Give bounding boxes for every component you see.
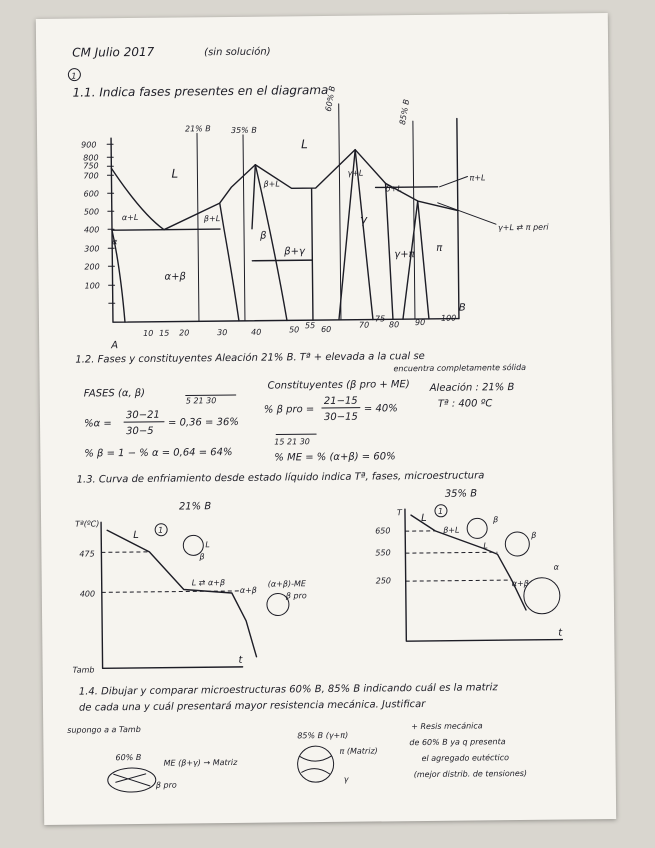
q12-heading-cont: encuentra completamente sólida xyxy=(393,362,527,374)
y-tick: 900 xyxy=(81,140,97,150)
y-tick: 800 xyxy=(83,153,99,163)
composition-lines xyxy=(197,103,415,324)
component-a-label: A xyxy=(111,340,119,352)
x-tick-labels xyxy=(143,314,456,338)
x-tick: 60 xyxy=(321,324,332,335)
beta-line: % β = 1 − % α = 0,64 = 64% xyxy=(84,446,233,460)
q14-heading-cont: de cada una y cuál presentará mayor resistencia mecánica. Justificar xyxy=(78,698,426,714)
x-tick: 15 xyxy=(159,328,170,338)
curve-label: α+β xyxy=(511,578,529,589)
phase-label: β+L xyxy=(263,179,280,189)
alpha-numerator: 30−21 xyxy=(125,409,160,422)
reaction-label: γ+L ⇄ π peri xyxy=(497,222,549,233)
sketch-60-bpro: β pro xyxy=(155,780,177,790)
micro-sketch xyxy=(505,532,529,556)
x-tick: 50 xyxy=(289,325,300,335)
y-tick: 300 xyxy=(84,244,100,254)
component-b-label: B xyxy=(458,302,466,314)
y-tick: 600 xyxy=(83,189,99,199)
temp-label: Tª : 400 ºC xyxy=(437,398,493,410)
right-temp-label: 250 xyxy=(375,576,392,586)
left-temp-label: 400 xyxy=(79,589,96,599)
sketch-85-matrix: π (Matriz) xyxy=(339,746,378,756)
fases-ticks: 5 21 30 xyxy=(185,396,217,406)
right-guide xyxy=(406,580,512,581)
right-cooling-curve xyxy=(411,514,526,611)
justification-line: + Resis mecánica xyxy=(411,721,483,732)
phase-diagram-right-axis xyxy=(457,119,459,319)
phase-label: π+L xyxy=(469,173,486,183)
lever-line xyxy=(186,395,236,396)
q11-heading: 1.1. Indica fases presentes en el diagrama xyxy=(72,82,329,100)
micro-sketch xyxy=(524,578,560,614)
phase-label: L xyxy=(301,137,308,152)
left-y-axis-label: Tª(ºC) xyxy=(75,519,100,529)
phase-label: β+γ xyxy=(284,246,305,258)
notebook-page xyxy=(36,13,616,825)
alpha-frac-label: %α = xyxy=(83,418,112,430)
curve-label: α+β xyxy=(239,585,257,595)
y-tick-labels xyxy=(81,140,100,290)
y-tick: 400 xyxy=(83,225,100,235)
fases-line: FASES (α, β) xyxy=(83,387,146,400)
composition-label: 85% B xyxy=(398,98,412,126)
left-cooling-axes xyxy=(101,521,243,668)
curve-label: L xyxy=(420,512,427,525)
curve-label: β pro xyxy=(285,591,307,601)
phase-label: β+L xyxy=(203,214,221,224)
alloy-label: Aleación : 21% B xyxy=(429,382,515,394)
curve-label: β xyxy=(493,515,499,525)
left-x-axis-label: t xyxy=(238,654,243,666)
phase-boundaries xyxy=(111,149,459,323)
sketch-60-title: 60% B xyxy=(115,752,142,763)
me-line: % ME = % (α+β) = 60% xyxy=(274,451,396,464)
right-guide xyxy=(405,552,497,553)
step-number: 1 xyxy=(437,506,444,516)
phase-label: π xyxy=(436,242,443,254)
curve-label: β xyxy=(531,530,537,540)
phase-label: L xyxy=(171,166,179,181)
x-tick: 90 xyxy=(414,317,426,328)
phase-label: γ+L xyxy=(347,168,364,178)
justification-line: el agregado eutéctico xyxy=(421,753,510,764)
header-note: (sin solución) xyxy=(204,46,271,59)
right-temp-label: 550 xyxy=(375,548,391,558)
bpro-result: = 40% xyxy=(363,403,398,415)
micro-hatch xyxy=(114,774,150,786)
phase-label: α+L xyxy=(121,212,139,223)
sketch-60-matrix: ME (β+γ) → Matriz xyxy=(163,757,238,768)
left-temp-label: 475 xyxy=(79,549,95,559)
x-tick: 10 xyxy=(143,328,154,338)
composition-label: 21% B xyxy=(184,124,211,134)
curve-label: L xyxy=(205,540,210,550)
left-cooling-curve xyxy=(107,529,256,659)
left-tamb-label: Tamb xyxy=(72,665,95,675)
curve-label: α xyxy=(553,562,559,572)
right-y-axis-label: T xyxy=(396,508,402,518)
composition-label: 60% B xyxy=(323,85,337,113)
x-tick: 40 xyxy=(251,327,262,337)
x-tick: 30 xyxy=(217,328,228,338)
left-curve-title: 21% B xyxy=(178,501,212,513)
justification-line: (mejor distrib. de tensiones) xyxy=(413,768,528,780)
step-number: 1 xyxy=(158,525,164,535)
micro-sketch xyxy=(467,518,487,538)
left-guide xyxy=(101,552,149,553)
x-tick: 100 xyxy=(440,313,457,323)
right-x-axis-label: t xyxy=(558,627,563,639)
justification-line: de 60% B ya q presenta xyxy=(409,737,506,748)
curve-label: L ⇄ α+β xyxy=(191,578,226,588)
q12-heading: 1.2. Fases y constituyentes Aleación 21% B. Tª + elevada a la cual se xyxy=(75,350,425,366)
curve-label: L xyxy=(483,541,488,551)
y-tick: 750 xyxy=(83,161,99,171)
curve-label: β xyxy=(199,552,205,562)
bpro-denominator: 30−15 xyxy=(323,411,358,424)
right-cooling-axes xyxy=(405,508,562,642)
x-tick: 70 xyxy=(358,320,370,330)
x-tick: 20 xyxy=(179,328,190,338)
curve-label: β+L xyxy=(443,525,460,535)
assumption-note: supongo a a Tamb xyxy=(67,724,141,735)
handwritten-page xyxy=(36,13,616,825)
sketch-85-title: 85% B (γ+π) xyxy=(297,730,349,741)
phase-label: γ+π xyxy=(394,249,415,261)
y-tick: 500 xyxy=(83,207,100,217)
curve-label: (α+β)-ME xyxy=(267,579,306,589)
phase-label: γ xyxy=(359,212,368,227)
phase-leader-lines xyxy=(437,176,495,225)
alpha-denominator: 30−5 xyxy=(126,425,154,438)
x-tick: 75 xyxy=(374,314,386,324)
question-number: 1 xyxy=(71,71,77,81)
x-tick: 55 xyxy=(304,321,316,331)
y-tick: 200 xyxy=(84,262,100,272)
phase-region-labels xyxy=(111,135,550,284)
constituent-ticks: 15 21 30 xyxy=(274,437,310,447)
alpha-result: = 0,36 = 36% xyxy=(167,416,239,429)
composition-label: 35% B xyxy=(230,125,257,135)
q14-heading: 1.4. Dibujar y comparar microestructuras 60% B, 85% B indicando cuál es la matriz xyxy=(78,682,498,698)
bpro-label: % β pro = xyxy=(263,404,315,416)
right-temp-label: 650 xyxy=(375,526,391,536)
page-title: CM Julio 2017 xyxy=(72,44,155,60)
phase-label: β xyxy=(260,230,267,242)
y-tick: 100 xyxy=(84,281,100,291)
q13-heading: 1.3. Curva de enfriamiento desde estado líquido indica Tª, fases, microestructura xyxy=(76,470,485,486)
phase-label: α+β xyxy=(164,271,186,283)
micro-grains xyxy=(300,756,332,774)
phase-label: δ+L xyxy=(385,184,402,194)
sketch-85-gamma: γ xyxy=(343,774,349,784)
right-curve-title: 35% B xyxy=(444,488,478,500)
curve-label: L xyxy=(133,529,139,542)
y-tick: 700 xyxy=(83,171,99,181)
constituents-title: Constituyentes (β pro + ME) xyxy=(267,379,410,392)
micro-sketch-85 xyxy=(297,746,333,782)
bpro-numerator: 21−15 xyxy=(323,395,358,408)
phase-label: α xyxy=(112,237,118,247)
x-tick: 80 xyxy=(388,320,400,330)
